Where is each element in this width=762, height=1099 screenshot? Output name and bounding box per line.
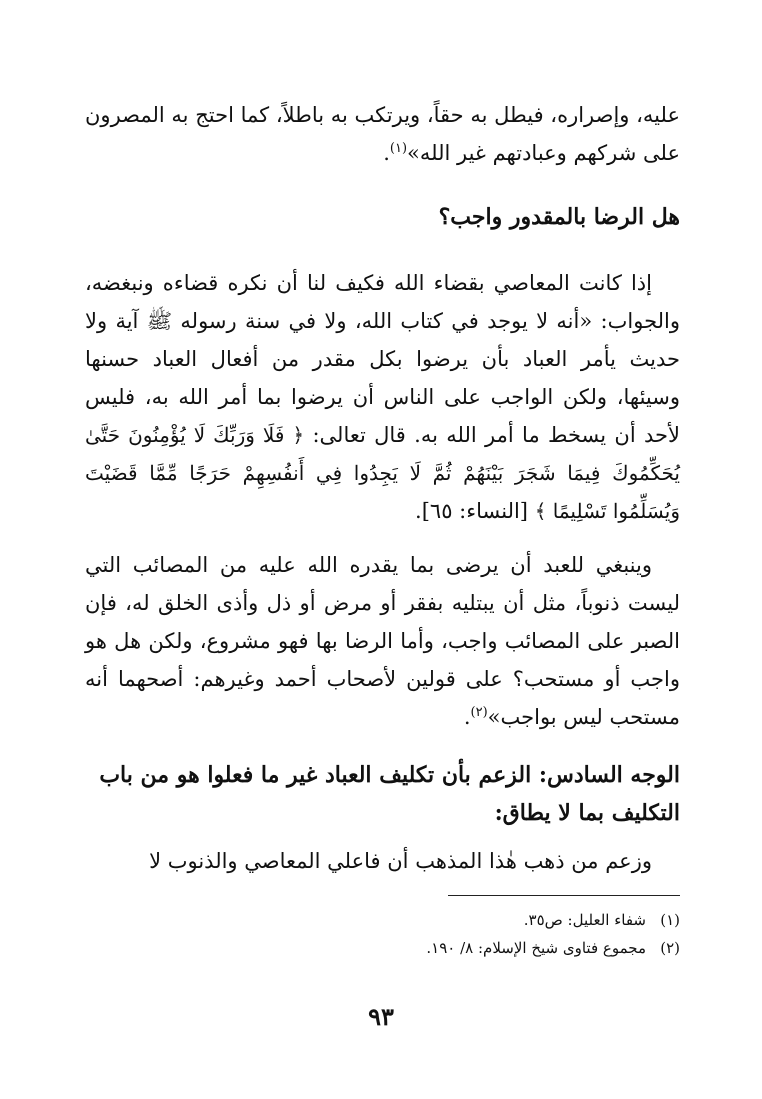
paragraph-3-end: . xyxy=(463,705,471,729)
paragraph-2 xyxy=(85,264,680,530)
footnote-text: مجموع فتاوى شيخ الإسلام: ٨/ ١٩٠. xyxy=(426,939,646,957)
page-number: ٩٣ xyxy=(368,1002,394,1031)
quran-citation: [النساء: ٦٥]. xyxy=(415,499,529,523)
section-heading-2: الوجه السادس: الزعم بأن تكليف العباد غير ما فعلوا هو من باب التكليف بما لا يطاق: xyxy=(99,762,680,826)
paragraph-3 xyxy=(85,546,680,736)
footnote-text: شفاء العليل: ص٣٥. xyxy=(523,911,646,929)
paragraph-1-end: . xyxy=(383,141,390,165)
section-heading-1: هل الرضا بالمقدور واجب؟ xyxy=(438,204,680,230)
footnote-divider xyxy=(448,895,680,896)
paragraph-4: وزعم من ذهب هٰذا المذهب أن فاعلي المعاصي والذنوب لا xyxy=(149,849,652,873)
footnote-number: (٢) xyxy=(660,939,680,957)
quran-verse: ﴿ فَلَا وَرَبِّكَ لَا يُؤْمِنُونَ حَتَّىٰ يُحَكِّمُوكَ فِيمَا شَجَرَ بَيْنَهُمْ ثُمَّ لَا يَجِدُوا فِي أَنفُسِهِمْ حَرَجًا مِّمَّا قَضَيْتَ وَيُسَلِّمُوا تَسْلِيمًا ﴾ xyxy=(85,423,680,523)
footnote-ref-1: (١) xyxy=(389,141,408,156)
footnote-ref-2: (٢) xyxy=(470,705,488,720)
paragraph-2-text: إذا كانت المعاصي بقضاء الله فكيف لنا أن نكره قضاءه ونبغضه، والجواب: «أنه لا يوجد في كتاب الله، ولا في سنة رسوله ﷺ آية ولا حديث يأمر العباد بأن يرضوا بكل مقدر من أفعال العباد حسنها وسيئها، ولكن الواجب على الناس أن يرضوا بما أمر الله به، فليس لأحد أن يسخط ما أمر الله به. قال تعالى: xyxy=(85,271,680,447)
footnote-number: (١) xyxy=(660,911,680,929)
footnotes xyxy=(85,906,680,962)
paragraph-1 xyxy=(85,96,680,172)
paragraph-1-text: عليه، وإصراره، فيطل به حقاً، ويرتكب به باطلاً، كما احتج به المصرون على شركهم وعبادتهم غير الله» xyxy=(85,103,680,165)
footnote-1 xyxy=(85,906,680,934)
footnote-2 xyxy=(85,934,680,962)
paragraph-3-text: وينبغي للعبد أن يرضى بما يقدره الله عليه من المصائب التي ليست ذنوباً، مثل أن يبتليه بفقر أو مرض أو ذل وأذى الخلق له، فإن الصبر على المصائب واجب، وأما الرضا بها فهو مشروع، ولكن هل هو واجب أو مستحب؟ على قولين لأصحاب أحمد وغيرهم: أصحهما أنه مستحب ليس بواجب» xyxy=(85,553,680,729)
